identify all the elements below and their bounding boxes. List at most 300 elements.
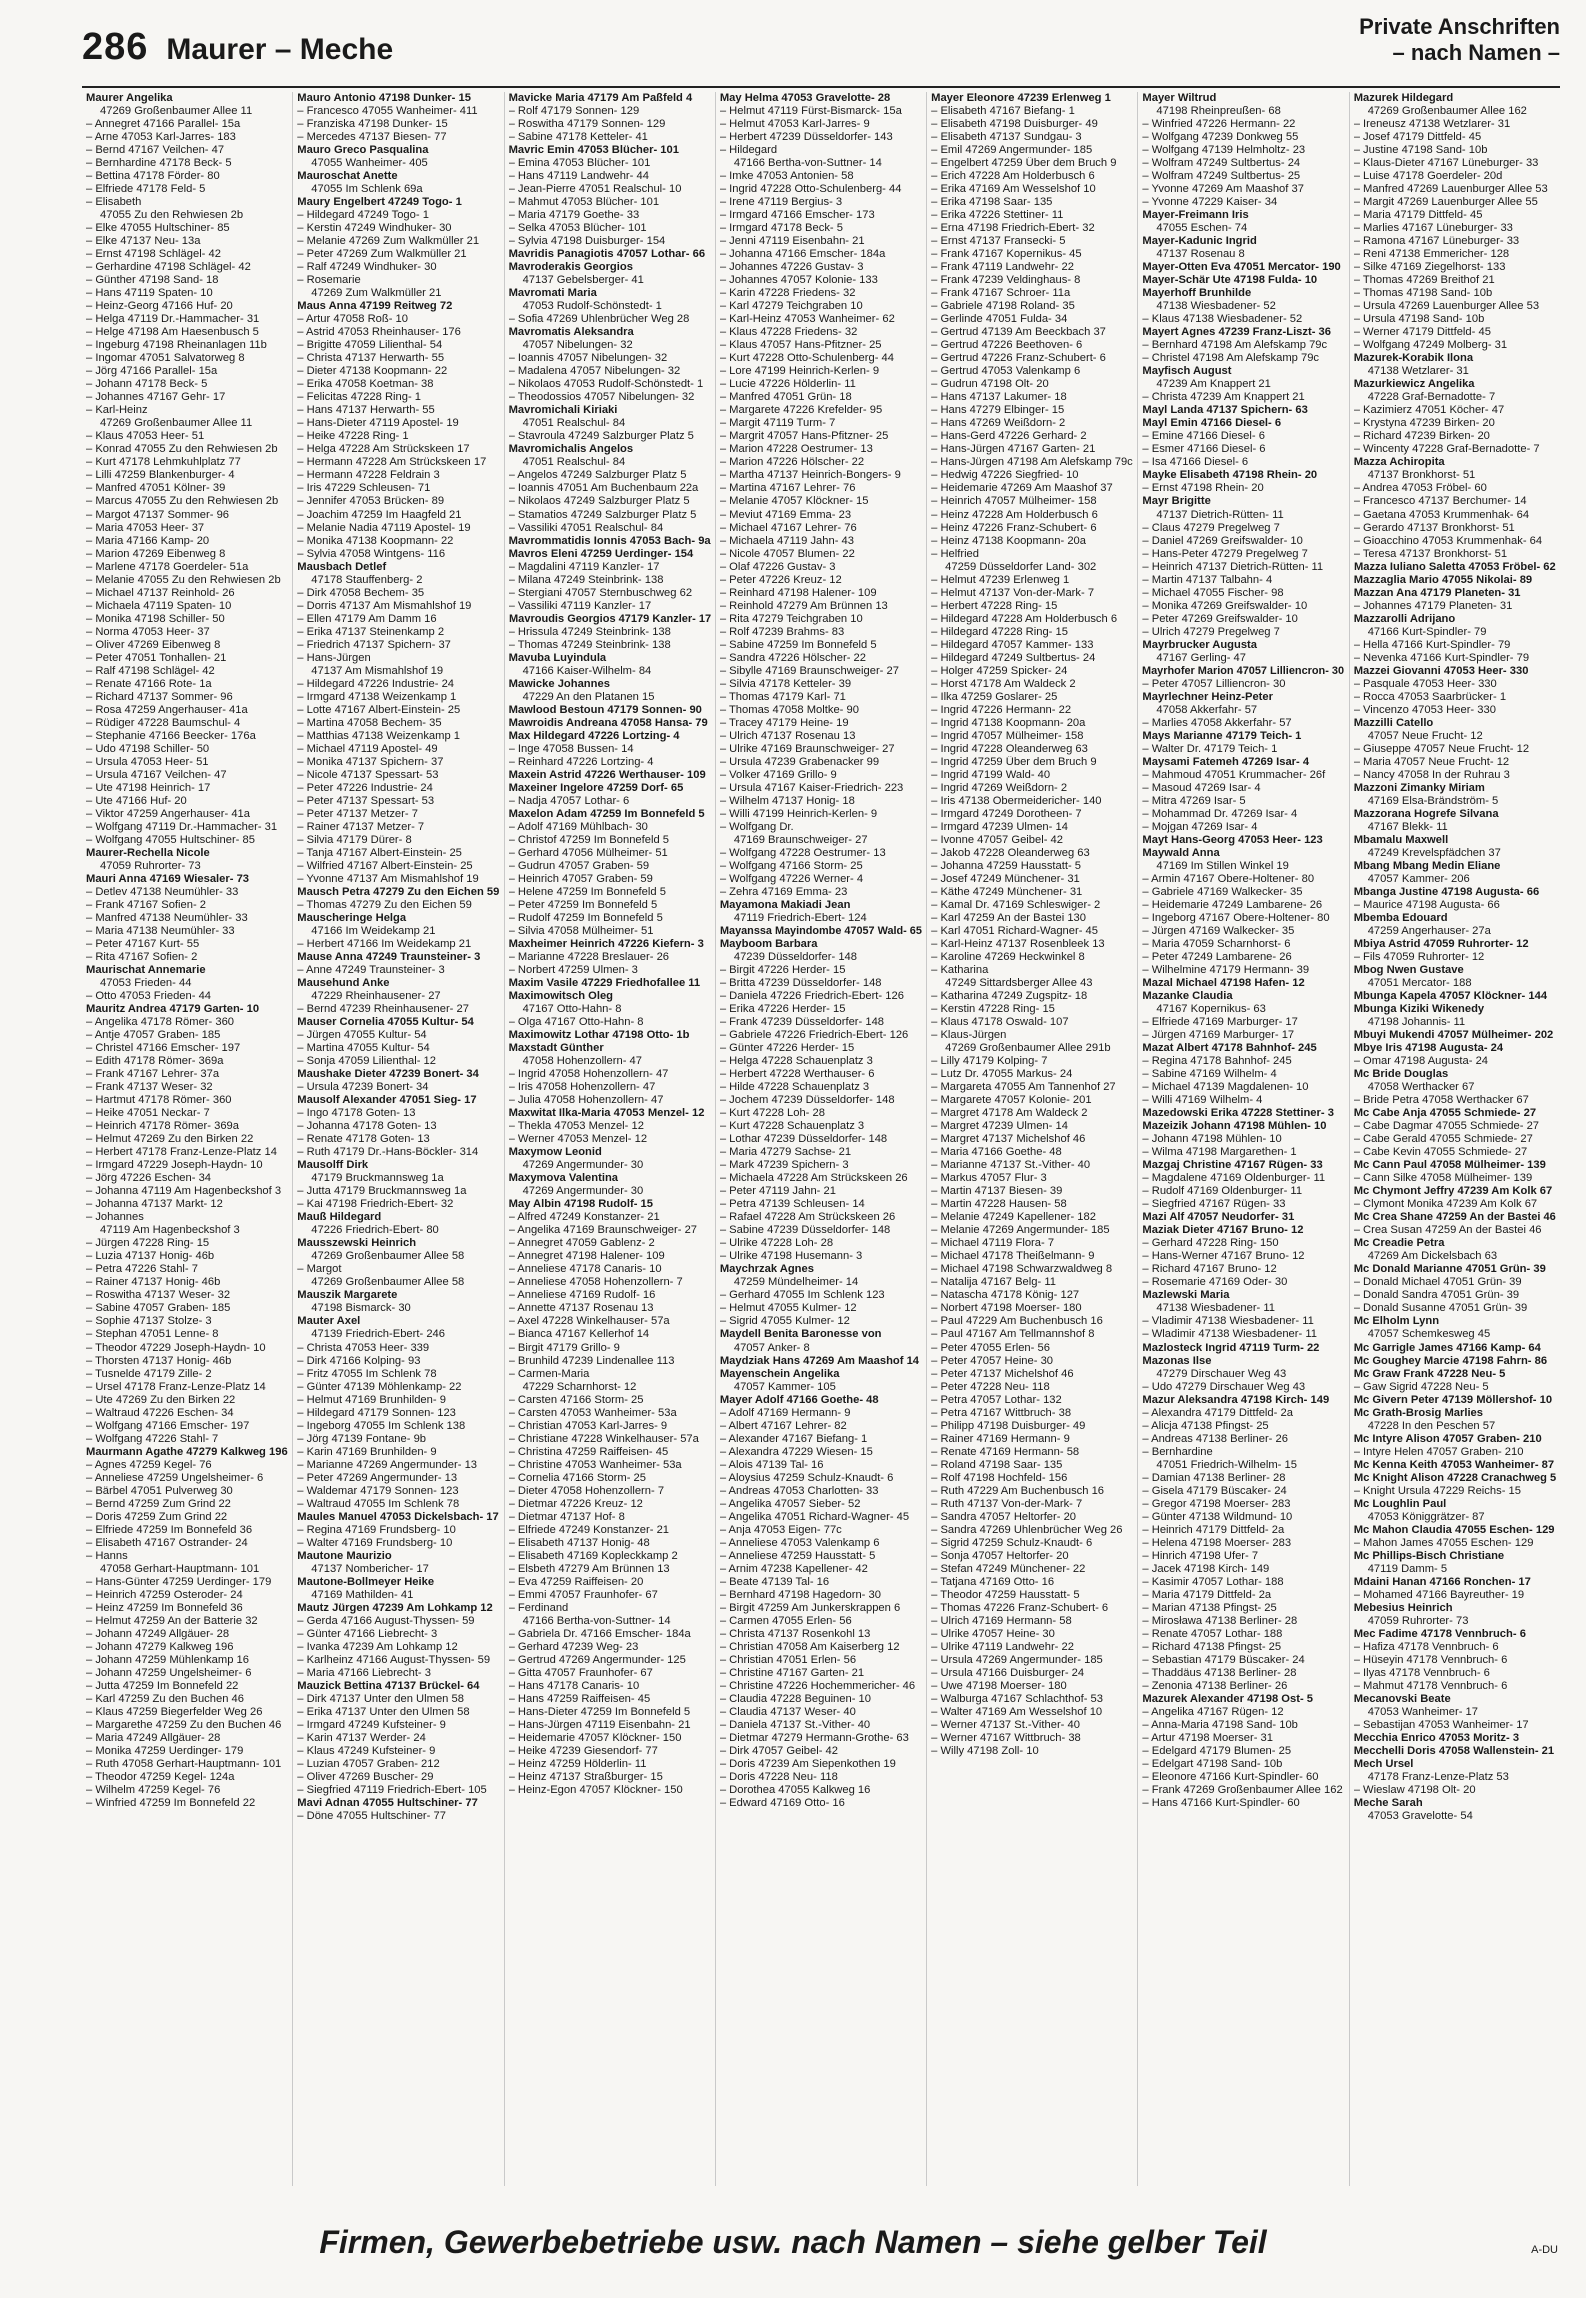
listing-surname-entry: Maules Manuel 47053 Dickelsbach- 17: [297, 1510, 499, 1523]
listing-entry: – Marion 47226 Hölscher- 22: [719, 456, 865, 469]
listing-entry: – Silvia 47179 Dürer- 8: [297, 833, 412, 846]
listing-entry: – Hans-Jürgen: [297, 651, 371, 664]
listing-surname-entry: Mayrhofer Marion 47057 Lilliencron- 30: [1142, 664, 1345, 677]
listing-entry: – Maria 47166 Goethe- 48: [931, 1146, 1062, 1159]
listing-entry: 47137 Nombericher- 17: [311, 1562, 429, 1575]
listing-entry: – Peter 47226 Kreuz- 12: [719, 573, 842, 586]
listing-entry: – Paul 47229 Am Buchenbusch 16: [931, 1315, 1103, 1328]
listing-entry: – Monika 47259 Uerdinger- 179: [86, 1744, 244, 1757]
listing-entry: – Peter 47226 Industrie- 24: [297, 781, 433, 794]
listing-entry: – Hans 47178 Canaris- 10: [508, 1679, 640, 1692]
listing-entry: – Nikolaos 47053 Rudolf-Schönstedt- 1: [508, 378, 704, 391]
listing-entry: – Hermann 47228 Feldrain 3: [297, 469, 440, 482]
listing-surname-entry: Mc Chymont Jeffry 47239 Am Kolk 67: [1353, 1185, 1553, 1198]
listing-entry: 47269 Großenbaumer Allee 11: [100, 417, 253, 430]
listing-entry: – Monika 47269 Greifswalder- 10: [1142, 599, 1308, 612]
listing-entry: – Bianca 47167 Kellerhof 14: [508, 1328, 650, 1341]
listing-entry: – Norbert 47198 Moerser- 180: [931, 1302, 1082, 1315]
listing-entry: 47228 In den Peschen 57: [1367, 1419, 1496, 1432]
listing-entry: – Tracey 47179 Heine- 19: [719, 716, 849, 729]
listing-surname-entry: Maxwitat Ilka-Maria 47053 Menzel- 12: [508, 1107, 705, 1120]
listing-entry: – Margareta 47055 Am Tannenhof 27: [931, 1081, 1116, 1094]
listing-surname-entry: Mazanke Claudia: [1142, 990, 1233, 1003]
listing-entry: – Maria 47053 Heer- 37: [86, 521, 205, 534]
listing-surname-entry: Mayfisch August: [1142, 365, 1232, 378]
listing-entry: 47051 Mercator- 188: [1367, 977, 1472, 990]
listing-surname-entry: Mayer-Schär Ute 47198 Fulda- 10: [1142, 274, 1318, 287]
listing-entry: 47269 Zum Walkmüller 21: [311, 287, 442, 300]
listing-entry: – Heinz 47259 Im Bonnefeld 36: [86, 1601, 243, 1614]
listing-entry: 47166 Im Weidekamp 21: [311, 925, 436, 937]
listing-surname-entry: Mazurek Hildegard: [1353, 92, 1454, 104]
listing-entry: – Karlheinz 47166 August-Thyssen- 59: [297, 1653, 491, 1666]
listing-entry: 47239 Am Knappert 21: [1156, 378, 1271, 391]
listing-entry: – Heinrich 47178 Römer- 369a: [86, 1120, 239, 1133]
listing-entry: – Wilma 47198 Margarethen- 1: [1142, 1146, 1297, 1159]
listing-entry: – Wolfram 47249 Sultbertus- 24: [1142, 157, 1301, 170]
listing-entry: – Mitra 47269 Isar- 5: [1142, 794, 1246, 807]
listing-entry: 47167 Blekk- 11: [1367, 820, 1448, 833]
listing-entry: – Maria 47138 Neumühler- 33: [86, 925, 235, 937]
listing-entry: – Ireneusz 47138 Wetzlarer- 31: [1353, 118, 1511, 131]
listing-entry: 47058 Hohenzollern- 47: [522, 1055, 642, 1068]
listing-entry: – Sylvia 47058 Wintgens- 116: [297, 547, 446, 560]
listing-entry: – Ulrike 47169 Braunschweiger- 27: [719, 742, 895, 755]
listing-entry: – Hildegard: [719, 144, 778, 157]
listing-entry: – Richard 47239 Birken- 20: [1353, 430, 1490, 443]
listing-entry: – Bernhardine 47178 Beck- 5: [86, 157, 232, 170]
listing-entry: – Herbert 47239 Düsseldorfer- 143: [719, 131, 893, 144]
listing-entry: – Mahon James 47055 Eschen- 129: [1353, 1536, 1534, 1549]
page-number: 286: [82, 26, 149, 68]
listing-entry: – Lore 47199 Heinrich-Kerlen- 9: [719, 365, 880, 378]
listing-entry: 47137 Bronkhorst- 51: [1367, 469, 1476, 482]
listing-entry: – Herbert 47178 Franz-Lenze-Platz 14: [86, 1146, 277, 1159]
listing-entry: – Elke 47055 Hultschiner- 85: [86, 222, 230, 235]
listing-entry: – Erika 47198 Saar- 135: [931, 196, 1053, 209]
listing-entry: – Rüdiger 47228 Baumschul- 4: [86, 716, 241, 729]
listing-entry: 47051 Realschul- 84: [522, 456, 626, 469]
listing-entry: – Hildegard 47226 Industrie- 24: [297, 677, 455, 690]
listing-entry: – Carsten 47166 Storm- 25: [508, 1393, 644, 1406]
listing-surname-entry: Mavridis Panagiotis 47057 Lothar- 66: [508, 248, 706, 261]
listing-entry: – Thomas 47279 Zu den Eichen 59: [297, 898, 472, 911]
listing-entry: – Rudolf 47169 Oldenburger- 11: [1142, 1185, 1303, 1198]
listing-entry: – Cabe Kevin 47055 Schmiede- 27: [1353, 1146, 1528, 1159]
listing-entry: – Hans 47279 Elbinger- 15: [931, 404, 1065, 417]
listing-entry: – Jörg 47139 Fontane- 9b: [297, 1432, 427, 1445]
listing-entry: – Frank 47167 Schroer- 11a: [931, 287, 1071, 300]
listing-entry: – Lilli 47259 Blankenburger- 4: [86, 469, 235, 482]
listing-entry: – Hans 47259 Raiffeisen- 45: [508, 1692, 651, 1705]
listing-entry: – Marcus 47055 Zu den Rehwiesen 2b: [86, 495, 279, 508]
listing-entry: – Natalija 47167 Belg- 11: [931, 1276, 1056, 1289]
listing-entry: – Johann 47259 Ungelsheimer- 6: [86, 1666, 252, 1679]
listing-entry: – Heinz 47226 Franz-Schubert- 6: [931, 521, 1097, 534]
listing-entry: 47057 Schemkesweg 45: [1367, 1328, 1491, 1341]
listing-entry: – Astrid 47053 Rheinhauser- 176: [297, 326, 461, 339]
listing-entry: 47119 Friedrich-Ebert- 124: [733, 911, 867, 924]
listing-entry: 47057 Kammer- 206: [1367, 872, 1470, 885]
listing-entry: – Helga 47228 Am Strückskeen 17: [297, 443, 470, 456]
listing-entry: – Gerhard 47239 Weg- 23: [508, 1640, 639, 1653]
listing-entry: – Dorris 47137 Am Mismahlshof 19: [297, 599, 472, 612]
listing-entry: – Heinz-Egon 47057 Klöckner- 150: [508, 1784, 683, 1797]
listing-entry: – Johann 47259 Mühlenkamp 16: [86, 1653, 249, 1666]
listing-entry: – Erika 47226 Herder- 15: [719, 1003, 846, 1016]
listing-entry: – Bernd 47239 Rheinhausener- 27: [297, 1003, 469, 1016]
listing-entry: – Edith 47178 Römer- 369a: [86, 1055, 224, 1068]
listing-entry: – Manfred 47051 Grün- 18: [719, 391, 852, 404]
listing-entry: – Iris 47138 Obermeidericher- 140: [931, 794, 1102, 807]
listing-entry: – Klaus-Jürgen: [931, 1029, 1007, 1042]
listing-entry: – Erika 47169 Am Wesselshof 10: [931, 183, 1096, 196]
listing-entry: – Iris 47058 Hohenzollern- 47: [508, 1081, 656, 1094]
listing-entry: – Daniela 47137 St.-Vither- 40: [719, 1718, 871, 1731]
listing-entry: – Artur 47198 Moerser- 31: [1142, 1731, 1273, 1744]
listing-entry: – Monika 47198 Schiller- 50: [86, 612, 225, 625]
listing-entry: – Thomas 47179 Karl- 71: [719, 690, 846, 703]
listing-entry: – Melanie 47269 Zum Walkmüller 21: [297, 235, 480, 248]
listing-entry: – Ramona 47167 Lüneburger- 33: [1353, 235, 1520, 248]
listing-entry: 47057 Nibelungen- 32: [522, 339, 633, 352]
listing-entry: – Ingo 47178 Goten- 13: [297, 1107, 416, 1120]
listing-entry: – Rita 47279 Teichgraben 10: [719, 612, 863, 625]
listing-entry: – Margrit 47057 Hans-Pfitzner- 25: [719, 430, 889, 443]
listing-entry: – Arnim 47238 Kapellener- 42: [719, 1562, 868, 1575]
listing-entry: – Hans-Jürgen 47119 Eisenbahn- 21: [508, 1718, 691, 1731]
listing-entry: – Margret 47137 Michelshof 46: [931, 1133, 1086, 1146]
listing-entry: – Alois 47139 Tal- 16: [719, 1458, 824, 1471]
listing-entry: – Erika 47226 Stettiner- 11: [931, 209, 1064, 222]
listing-entry: – Günter 47226 Herder- 15: [719, 1042, 855, 1055]
listing-entry: – Nikolaos 47249 Salzburger Platz 5: [508, 495, 690, 508]
listing-entry: 47229 Rheinhausener- 27: [311, 990, 441, 1003]
listing-entry: – Eva 47259 Raiffeisen- 20: [508, 1575, 644, 1588]
listing-entry: – Lothar 47239 Düsseldorfer- 148: [719, 1133, 888, 1146]
listing-surname-entry: Mc Elholm Lynn: [1353, 1315, 1440, 1328]
listing-entry: – Peter 47167 Kurt- 55: [86, 938, 200, 951]
listing-entry: – Thaddäus 47138 Berliner- 28: [1142, 1666, 1297, 1679]
listing-surname-entry: Maywald Anna: [1142, 846, 1220, 859]
listing-surname-entry: Mayert Agnes 47239 Franz-Liszt- 36: [1142, 326, 1332, 339]
listing-entry: 47051 Realschul- 84: [522, 417, 626, 430]
listing-entry: – Heinrich 47057 Mülheimer- 158: [931, 495, 1097, 508]
listing-entry: – Frank 47167 Lehrer- 37a: [86, 1068, 220, 1081]
listing-entry: – Günter 47166 Liebrecht- 3: [297, 1627, 438, 1640]
listing-entry: – Sophie 47137 Stolze- 3: [86, 1315, 212, 1328]
listing-entry: – Klaus 47178 Oswald- 107: [931, 1016, 1069, 1029]
listing-entry: – Uwe 47198 Moerser- 180: [931, 1679, 1067, 1692]
listing-entry: – Waldemar 47179 Sonnen- 123: [297, 1484, 459, 1497]
listing-entry: – Axel 47228 Winkelhauser- 57a: [508, 1315, 670, 1328]
listing-entry: – Andreas 47053 Charlotten- 33: [719, 1484, 879, 1497]
listing-entry: 47229 Scharnhorst- 12: [522, 1380, 637, 1393]
listing-entry: – Wincenty 47228 Graf-Bernadotte- 7: [1353, 443, 1540, 456]
listing-entry: – Karl 47279 Teichgraben 10: [719, 300, 863, 313]
listing-surname-entry: Maushake Dieter 47239 Bonert- 34: [297, 1068, 479, 1081]
listing-entry: – Karin 47228 Friedens- 32: [719, 287, 856, 300]
listing-entry: – Dirk 47137 Unter den Ulmen 58: [297, 1692, 464, 1705]
listing-entry: – Volker 47169 Grillo- 9: [719, 768, 837, 781]
listing-entry: – Frank 47167 Kopernikus- 45: [931, 248, 1082, 261]
listing-entry: – Ingomar 47051 Salvatorweg 8: [86, 352, 245, 365]
listing-surname-entry: Mavrommatidis Ionnis 47053 Bach- 9a: [508, 534, 711, 547]
listing-entry: – Peter 47051 Tonhallen- 21: [86, 651, 227, 664]
listing-entry: – Michaela 47119 Spaten- 10: [86, 599, 232, 612]
listing-entry: – Frank 47239 Veldinghaus- 8: [931, 274, 1081, 287]
listing-entry: – Gertrud 47139 Am Beeckbach 37: [931, 326, 1106, 339]
listing-entry: – Ioannis 47057 Nibelungen- 32: [508, 352, 668, 365]
listing-entry: – Bernhard 47198 Hagedorn- 30: [719, 1588, 881, 1601]
listing-entry: – Elisabeth 47137 Honig- 48: [508, 1536, 650, 1549]
listing-entry: – Ingrid 47259 Über dem Bruch 9: [931, 755, 1097, 768]
listing-entry: – Wolfgang 47119 Dr.-Hammacher- 31: [86, 820, 278, 833]
listing-entry: – Christel 47166 Emscher- 197: [86, 1042, 241, 1055]
listing-surname-entry: Mauß Hildegard: [297, 1211, 382, 1224]
listing-entry: – Felicitas 47228 Ring- 1: [297, 391, 422, 404]
listing-entry: – Wolfram 47249 Sultbertus- 25: [1142, 170, 1301, 183]
listing-entry: – Thomas 47269 Breithof 21: [1353, 274, 1495, 287]
listing-entry: – Yvonne 47269 Am Maashof 37: [1142, 183, 1304, 196]
listing-surname-entry: Mavi Adnan 47055 Hultschiner- 77: [297, 1797, 478, 1810]
listing-surname-entry: Mecanovski Beate: [1353, 1692, 1451, 1705]
listing-entry: 47166 Kaiser-Wilhelm- 84: [522, 664, 652, 677]
listing-entry: – Nevenka 47166 Kurt-Spindler- 79: [1353, 651, 1530, 664]
listing-entry: – Anna-Maria 47198 Sand- 10b: [1142, 1718, 1298, 1731]
listing-surname-entry: Mecchia Enrico 47053 Moritz- 3: [1353, 1731, 1520, 1744]
listing-entry: – Martha 47137 Heinrich-Bongers- 9: [719, 469, 901, 482]
listing-entry: – Ingrid 47057 Mülheimer- 158: [931, 729, 1084, 742]
listing-entry: 47179 Bruckmannsweg 1a: [311, 1172, 444, 1185]
listing-entry: – Ursula 47198 Sand- 10b: [1353, 313, 1485, 326]
listing-surname-entry: Mazzoni Zimanky Miriam: [1353, 781, 1485, 794]
listing-entry: – Hans-Dieter 47259 Im Bonnefeld 5: [508, 1705, 691, 1718]
listing-entry: – Anneliese 47259 Ungelsheimer- 6: [86, 1471, 264, 1484]
listing-entry: – Jörg 47166 Parallel- 15a: [86, 365, 218, 378]
listing-surname-entry: Mbanga Justine 47198 Augusta- 66: [1353, 885, 1540, 898]
listing-surname-entry: Mecchelli Doris 47058 Wallenstein- 21: [1353, 1744, 1555, 1757]
listing-entry: – Gerhard 47056 Mülheimer- 51: [508, 846, 668, 859]
listing-entry: – Masoud 47269 Isar- 4: [1142, 781, 1261, 794]
listing-entry: – Maria 47179 Goethe- 33: [508, 209, 640, 222]
listing-entry: – Silke 47169 Ziegelhorst- 133: [1353, 261, 1506, 274]
listing-entry: – Walter 47169 Am Wesselshof 10: [931, 1705, 1103, 1718]
listing-entry: 47055 Eschen- 74: [1156, 222, 1248, 235]
listing-entry: – Martina 47055 Kultur- 54: [297, 1042, 430, 1055]
listing-entry: – Gudrun 47057 Graben- 59: [508, 859, 650, 872]
listing-entry: 47269 Großenbaumer Allee 58: [311, 1276, 465, 1289]
listing-entry: 47259 Angerhauser- 27a: [1367, 925, 1491, 937]
listing-entry: – Elisabeth: [86, 196, 142, 209]
listing-entry: – Angelos 47249 Salzburger Platz 5: [508, 469, 687, 482]
listing-entry: – Alicja 47138 Pfingst- 25: [1142, 1419, 1269, 1432]
listing-surname-entry: Mayer Adolf 47166 Goethe- 48: [719, 1393, 879, 1406]
listing-entry: – Elisabeth 47167 Ostrander- 24: [86, 1536, 248, 1549]
listing-surname-entry: Maxymow Leonid: [508, 1146, 602, 1159]
listing-entry: – Heinrich 47057 Graben- 59: [508, 872, 653, 885]
listing-entry: – Sofia 47269 Uhlenbrücher Weg 28: [508, 313, 690, 326]
listing-entry: – Joachim 47259 Im Haagfeld 21: [297, 508, 462, 521]
listing-entry: – Monika 47137 Spichern- 37: [297, 755, 444, 768]
listing-entry: – Helene 47259 Im Bonnefeld 5: [508, 885, 666, 898]
listing-entry: – Wilhelm 47137 Honig- 18: [719, 794, 855, 807]
listing-entry: – Siegfried 47119 Friedrich-Ebert- 105: [297, 1784, 487, 1797]
listing-entry: – Frank 47119 Landwehr- 22: [931, 261, 1074, 274]
listing-surname-entry: Mawroidis Andreana 47058 Hansa- 79: [508, 716, 708, 729]
listing-surname-entry: Mavromichalis Angelos: [508, 443, 634, 456]
listing-entry: – Gertrud 47226 Beethoven- 6: [931, 339, 1083, 352]
listing-entry: – Yvonne 47137 Am Mismahlshof 19: [297, 872, 479, 885]
listing-entry: – Peter 47269 Angermunder- 13: [297, 1471, 458, 1484]
listing-entry: – Horst 47178 Am Waldeck 2: [931, 677, 1076, 690]
listing-entry: – Lutz Dr. 47055 Markus- 24: [931, 1068, 1073, 1081]
listing-entry: – Theodossios 47057 Nibelungen- 32: [508, 391, 695, 404]
listing-entry: – Klaus 47259 Biegerfelder Weg 26: [86, 1705, 263, 1718]
listing-entry: – Alexander 47167 Biefang- 1: [719, 1432, 868, 1445]
listing-entry: – Franziska 47198 Dunker- 15: [297, 118, 448, 131]
listing-surname-entry: Mc Goughey Marcie 47198 Fahrn- 86: [1353, 1354, 1548, 1367]
listing-entry: – Vincenzo 47053 Heer- 330: [1353, 703, 1496, 716]
listing-entry: – Lilly 47179 Kolping- 7: [931, 1055, 1048, 1068]
listing-entry: – Karl-Heinz: [86, 404, 148, 417]
listing-surname-entry: Max Hildegard 47226 Lortzing- 4: [508, 729, 680, 742]
listing-surname-entry: May Albin 47198 Rudolf- 15: [508, 1198, 653, 1211]
listing-entry: – Klaus 47138 Wiesbadener- 52: [1142, 313, 1303, 326]
listing-entry: – Bernd 47167 Veilchen- 47: [86, 144, 225, 157]
listing-entry: – Elisabeth 47167 Biefang- 1: [931, 105, 1075, 118]
listing-entry: – Thomas 47198 Sand- 10b: [1353, 287, 1493, 300]
listing-entry: – Margarethe 47259 Zu den Buchen 46: [86, 1718, 282, 1731]
listing-entry: – Anja 47053 Eigen- 77c: [719, 1523, 842, 1536]
section-title-line2: – nach Namen –: [1392, 40, 1560, 65]
section-title: [1359, 14, 1560, 66]
listing-entry: 47137 Am Mismahlshof 19: [311, 664, 444, 677]
listing-surname-entry: Mautone Maurizio: [297, 1549, 392, 1562]
listing-entry: – Sylvia 47198 Duisburger- 154: [508, 235, 666, 248]
listing-surname-entry: Mc Intyre Alison 47057 Graben- 210: [1353, 1432, 1542, 1445]
listing-surname-entry: Mavroudis Georgios 47179 Kanzler- 17: [508, 612, 711, 625]
listing-entry: 47226 Friedrich-Ebert- 80: [311, 1224, 439, 1237]
listing-entry: – Maria 47166 Kamp- 20: [86, 534, 210, 547]
listing-entry: – Gerardo 47137 Bronkhorst- 51: [1353, 521, 1515, 534]
listing-entry: – Frank 47167 Sofien- 2: [86, 898, 207, 911]
listing-entry: – Marianne 47137 St.-Vither- 40: [931, 1159, 1091, 1172]
listing-entry: – Gabriele 47198 Roland- 35: [931, 300, 1075, 313]
listing-entry: – Michael 47137 Reinhold- 26: [86, 586, 235, 599]
listing-entry: – Mahmut 47178 Vennbruch- 6: [1353, 1679, 1508, 1692]
listing-entry: – Meviut 47169 Emma- 23: [719, 508, 852, 521]
listing-entry: – Julia 47058 Hohenzollern- 47: [508, 1094, 664, 1107]
listing-entry: 47055 Wanheimer- 405: [311, 157, 428, 170]
listing-entry: – Claudia 47228 Beguinen- 10: [719, 1692, 871, 1705]
listing-entry: – Michael 47055 Fischer- 98: [1142, 586, 1284, 599]
listing-entry: – Renate 47169 Hermann- 58: [931, 1445, 1080, 1458]
listing-entry: – Hans-Jürgen 47198 Am Alefskamp 79c: [931, 456, 1133, 469]
listing-entry: – Maria 47166 Liebrecht- 3: [297, 1666, 431, 1679]
listing-entry: 47058 Gerhart-Hauptmann- 101: [100, 1562, 260, 1575]
listing-entry: 47228 Graf-Bernadotte- 7: [1367, 391, 1496, 404]
listing-entry: 47057 Kammer- 105: [733, 1380, 836, 1393]
listing-entry: 47138 Wiesbadener- 11: [1156, 1302, 1275, 1315]
listing-entry: – Nicole 47057 Blumen- 22: [719, 547, 855, 560]
listing-entry: – Reinhold 47279 Am Brünnen 13: [719, 599, 888, 612]
listing-entry: – Fils 47059 Ruhrorter- 12: [1353, 951, 1485, 964]
listing-entry: – Gisela 47179 Büscaker- 24: [1142, 1484, 1287, 1497]
listing-entry: – Mirosława 47138 Berliner- 28: [1142, 1614, 1298, 1627]
listing-entry: – Johanna 47259 Hausstatt- 5: [931, 859, 1082, 872]
listing-entry: 47279 Dirschauer Weg 43: [1156, 1367, 1287, 1380]
listing-surname-entry: Mbemba Edouard: [1353, 911, 1448, 924]
listing-surname-entry: Mbye Iris 47198 Augusta- 24: [1353, 1042, 1504, 1055]
listing-entry: – Magdalene 47169 Oldenburger- 11: [1142, 1172, 1326, 1185]
listing-entry: – Peter 47269 Zum Walkmüller 21: [297, 248, 467, 261]
listing-entry: – Friedrich 47137 Spichern- 37: [297, 638, 451, 651]
listing-entry: – Margit 47269 Lauenburger Allee 55: [1353, 196, 1538, 209]
listing-surname-entry: Mays Marianne 47179 Teich- 1: [1142, 729, 1302, 742]
listing-entry: – Knight Ursula 47229 Reichs- 15: [1353, 1484, 1521, 1497]
listing-entry: 47055 Im Schlenk 69a: [311, 183, 423, 196]
listing-entry: – Irmgard 47166 Emscher- 173: [719, 209, 875, 222]
listing-entry: – Margarete 47226 Krefelder- 95: [719, 404, 883, 417]
listing-entry: – Johann 47198 Mühlen- 10: [1142, 1133, 1282, 1146]
listing-entry: – Heike 47239 Giesendorf- 77: [508, 1744, 658, 1757]
listing-entry: – Peter 47228 Neu- 118: [931, 1380, 1050, 1393]
listing-entry: – Ingrid 47199 Wald- 40: [931, 768, 1051, 781]
listing-entry: – Gabriele 47169 Walkecker- 35: [1142, 885, 1303, 898]
listing-entry: – Helmut 47053 Karl-Jarres- 9: [719, 118, 870, 131]
listing-surname-entry: Mayr Brigitte: [1142, 495, 1211, 508]
listing-surname-entry: Mazonas Ilse: [1142, 1354, 1212, 1367]
listing-surname-entry: May Helma 47053 Gravelotte- 28: [719, 92, 891, 104]
listing-entry: 47259 Mündelheimer- 14: [733, 1276, 859, 1289]
listing-surname-entry: Meche Sarah: [1353, 1797, 1423, 1810]
listing-entry: – Krystyna 47239 Birken- 20: [1353, 417, 1495, 430]
listing-surname-entry: Maurischat Annemarie: [86, 964, 206, 977]
listing-entry: – Hanns: [86, 1549, 128, 1562]
listing-entry: – Helmut 47055 Kulmer- 12: [719, 1302, 857, 1315]
listing-entry: – Armin 47167 Obere-Holtener- 80: [1142, 872, 1315, 885]
listing-entry: – Peter 47137 Metzer- 7: [297, 807, 418, 820]
listing-surname-entry: Mayl Landa 47137 Spichern- 63: [1142, 404, 1308, 417]
listing-entry: – Francesco 47137 Berchumer- 14: [1353, 495, 1527, 508]
listing-entry: – Hildegard 47249 Togo- 1: [297, 209, 429, 222]
listing-entry: – Thorsten 47137 Honig- 46b: [86, 1354, 232, 1367]
listing-entry: – Hans-Dieter 47119 Apostel- 19: [297, 417, 459, 430]
listing-surname-entry: Mazal Michael 47198 Hafen- 12: [1142, 977, 1305, 990]
listing-entry: – Gabriela Dr. 47166 Emscher- 184a: [508, 1627, 691, 1640]
listing-entry: – Ursula 47269 Lauenburger Allee 53: [1353, 300, 1540, 313]
listing-entry: – Arne 47053 Karl-Jarres- 183: [86, 131, 236, 144]
listing-entry: 47198 Rheinpreußen- 68: [1156, 105, 1281, 118]
listing-surname-entry: Mc Cabe Anja 47055 Schmiede- 27: [1353, 1107, 1537, 1120]
listing-entry: – Marlene 47178 Goerdeler- 51a: [86, 560, 249, 573]
listing-entry: – Petra 47226 Stahl- 7: [86, 1263, 198, 1276]
listing-entry: – Melanie 47055 Zu den Rehwiesen 2b: [86, 573, 281, 586]
listing-entry: 47053 Königgrätzer- 87: [1367, 1510, 1485, 1523]
listing-entry: – Silvia 47178 Ketteler- 39: [719, 677, 852, 690]
listing-entry: – Jenni 47119 Eisenbahn- 21: [719, 235, 865, 248]
listing-entry: 47178 Stauffenberg- 2: [311, 573, 423, 586]
listing-entry: – Reinhard 47226 Lortzing- 4: [508, 755, 654, 768]
listing-entry: – Monika 47138 Koopmann- 22: [297, 534, 454, 547]
listing-entry: – Elsbeth 47279 Am Brünnen 13: [508, 1562, 670, 1575]
listing-entry: – Rolf 47179 Sonnen- 129: [508, 105, 640, 118]
listing-entry: – Doris 47228 Neu- 118: [719, 1771, 838, 1784]
listing-surname-entry: Mauszik Margarete: [297, 1289, 398, 1302]
listing-surname-entry: Mazlosteck Ingrid 47119 Turm- 22: [1142, 1341, 1320, 1354]
listing-entry: – Ruth 47179 Dr.-Hans-Böckler- 314: [297, 1146, 479, 1159]
